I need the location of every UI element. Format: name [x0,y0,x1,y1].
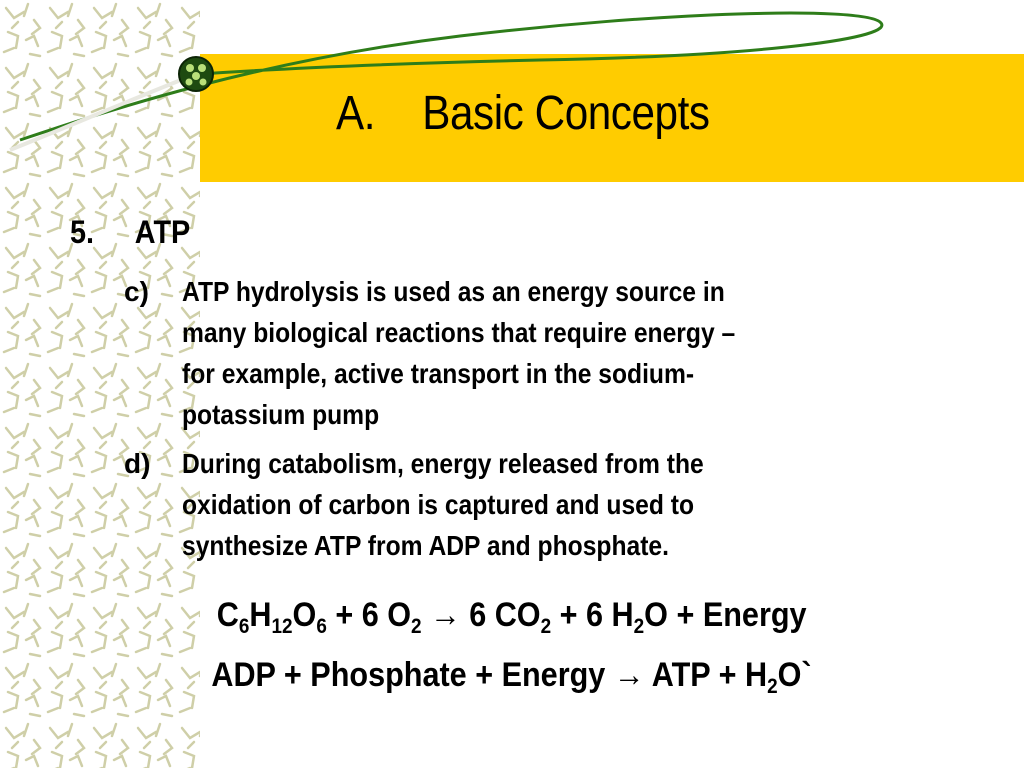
eq-text: 6 CO [469,596,541,634]
eq-subscript: 2 [540,615,552,638]
eq-subscript: 12 [271,615,293,638]
text-line: potassium pump [182,399,380,430]
eq-text: + 6 O [327,596,412,634]
eq-subscript: 2 [767,675,779,698]
equation-glucose-oxidation [0,596,1024,638]
list-marker: d) [124,448,151,479]
eq-text: ADP + Phosphate + Energy [211,656,615,694]
eq-symbol: C [217,596,240,634]
section-number: 5. [70,214,95,250]
text-line: oxidation of carbon is captured and used to [182,489,695,520]
eq-symbol: H [249,596,272,634]
text-line: many biological reactions that require energy – [182,317,736,348]
eq-text: ATP + H [644,656,768,694]
eq-subscript: 2 [633,615,645,638]
list-marker: c) [124,276,149,307]
text-line: for example, active transport in the sodium- [182,358,695,389]
page-title [336,86,882,141]
eq-text: O + Energy [644,596,807,634]
eq-symbol: O [292,596,317,634]
eq-subscript: 2 [411,615,422,638]
arrow-icon: → [614,656,645,694]
equation-atp-synthesis [0,656,1024,698]
text-line: During catabolism, energy released from the [182,448,704,479]
molecule-orb-icon [179,57,213,91]
text-line: ATP hydrolysis is used as an energy source in [182,276,725,307]
slide-body [70,214,970,566]
eq-text: O` [778,656,813,694]
list-item-c [124,271,954,435]
title-number: A. [336,87,376,140]
eq-subscript: 6 [239,615,250,638]
eq-text: + 6 H [551,596,634,634]
section-title: ATP [134,214,191,250]
arrow-icon: → [421,596,470,634]
list-item-d [124,443,954,566]
title-text: Basic Concepts [422,87,710,140]
eq-subscript: 6 [316,615,328,638]
text-line: synthesize ATP from ADP and phosphate. [182,530,669,561]
section-heading [70,214,880,251]
list-item-text [182,271,954,435]
list-item-text [182,443,954,566]
